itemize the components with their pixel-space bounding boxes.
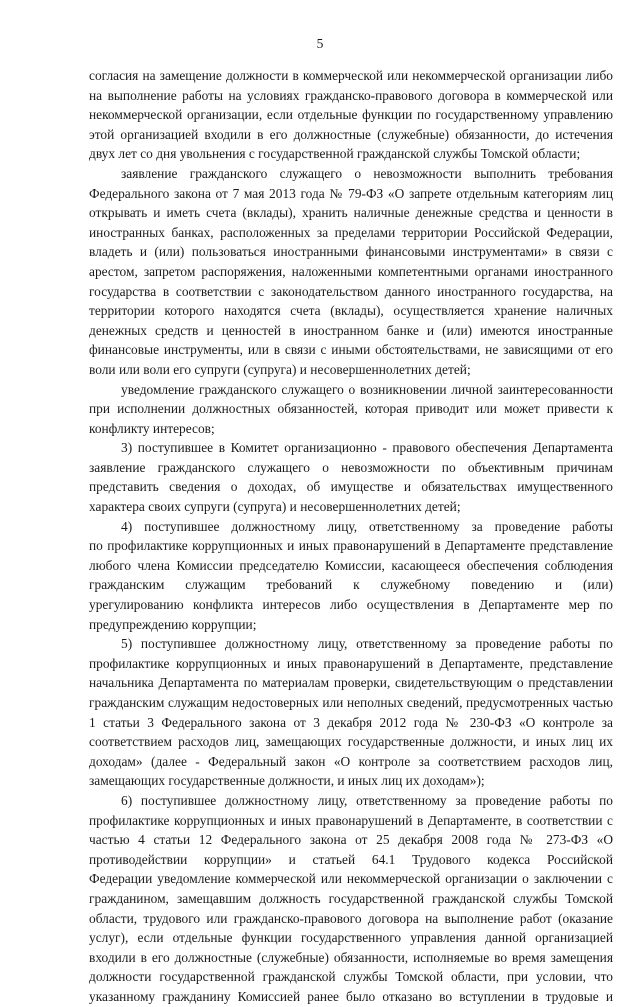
text-line: частью 4 статьи 12 Федерального закона от 25 декабря 2008 года № 273-ФЗ «О [89,832,613,848]
text-line: профилактике коррупционных и иных правонарушений в Департаменте, в соответствии с [89,812,613,828]
text-line: 1 статьи 3 Федерального закона от 3 декабря 2012 года № 230-ФЗ «О контроле за [89,714,613,730]
text-line: урегулированию конфликта интересов либо осуществления в Департаменте мер по [89,597,613,613]
text-line: территории которого находятся счета (вклады), осуществляется хранение наличных [89,303,613,319]
text-line: характера своих супруги (супруга) и несовершеннолетних детей; [89,499,461,515]
text-line: некоммерческой организации, если отдельные функции по государственному управлению [89,107,613,123]
text-line: гражданским служащим недостоверных или неполных сведений, предусмотренных частью [89,695,613,710]
text-line: воли или воли его супруги (супруга) и несовершеннолетних детей; [89,361,471,377]
text-line: доходам» (далее - Федеральный закон «О контроле за соответствием расходов лиц, [89,753,613,769]
text-line: двух лет со дня увольнения с государственной гражданской службы Томской области; [89,146,581,162]
text-line: владеть и (или) пользоваться иностранными финансовыми инструментами» в связи с [89,244,613,260]
text-line: гражданским служащим требований к служебному поведению и (или) [89,577,613,593]
text-line: предупреждению коррупции; [89,616,257,632]
text-line: финансовые инструменты, или в связи с иными обстоятельствами, не зависящими от его [89,342,613,358]
text-line: денежных средств и ценностей в иностранном банке и (или) имеются иностранные [89,322,613,338]
text-line: арестом, запретом распоряжения, наложенными компетентными органами иностранного [89,263,613,279]
text-line: услуг), если отдельные функции государственного управления данной организацией [89,930,613,946]
text-line: гражданином, замещавшим должность государственной гражданской службы Томской [89,890,613,906]
text-line: указанному гражданину Комиссией ранее было отказано во вступлении в трудовые и [89,988,613,1004]
text-line: заявление гражданского служащего о невозможности по объективным причинам [89,459,613,475]
page-number: 5 [316,36,324,51]
text-line: 3) поступившее в Комитет организационно - правового обеспечения Департамента [121,440,613,456]
text-line: замещающих государственные должности, и иных лиц их доходам»); [89,773,485,789]
text-line: области, трудового или гражданско-правового договора на выполнение работ (оказание [89,910,613,926]
body-text [89,66,613,1007]
text-line: этой организацией входили в его должностные (служебные) обязанности, до истечения [89,126,613,142]
text-line: государства в соответствии с законодательством данного иностранного государства, на [89,283,613,299]
text-line: 4) поступившее должностному лицу, ответственному за проведение работы [121,518,613,534]
text-line: Федерального закона от 7 мая 2013 года № 79-ФЗ «О запрете отдельным категориям лиц [89,185,613,201]
text-line: конфликту интересов; [89,420,215,436]
text-line: профилактике коррупционных и иных правонарушений в Департаменте, представление [89,655,613,671]
text-line: согласия на замещение должности в коммерческой или некоммерческой организации либо [89,68,613,83]
text-line: при исполнении должностных обязанностей, которая приводит или может привести к [89,401,613,417]
text-line: открывать и иметь счета (вклады), хранить наличные денежные средства и ценности в [89,205,613,221]
text-line: 6) поступившее должностному лицу, ответственному за проведение работы по [121,792,613,808]
text-line: противодействии коррупции» и статьей 64.1 Трудового кодекса Российской [89,851,613,867]
text-line: на выполнение работы на условиях гражданско-правового договора в коммерческой или [89,87,613,103]
text-line: иностранных банках, расположенных за пределами территории Российской Федерации, [89,224,613,240]
text-line: 5) поступившее должностному лицу, ответственному за проведение работы по [121,636,613,652]
text-line: любого члена Комиссии председателю Комиссии, касающееся обеспечения соблюдения [89,557,613,573]
text-line: заявление гражданского служащего о невозможности выполнить требования [121,165,613,181]
text-line: уведомление гражданского служащего о возникновении личной заинтересованности [121,381,613,397]
text-line: входили в его должностные (служебные) обязанности, исполняемые во время замещения [89,949,613,965]
text-line: соответствием расходов лиц, замещающих государственные должности, и иных лиц их [89,734,613,750]
text-line: представить сведения о доходах, об имуществе и обязательствах имущественного [89,479,613,495]
text-line: по профилактике коррупционных и иных правонарушений в Департаменте представление [89,538,613,554]
text-line: должности государственной гражданской службы Томской области, при условии, что [89,969,613,985]
text-line: Федерации уведомление коммерческой или некоммерческой организации о заключении с [89,871,613,887]
text-line: начальника Департамента по материалам проверки, свидетельствующим о представлении [89,675,613,691]
